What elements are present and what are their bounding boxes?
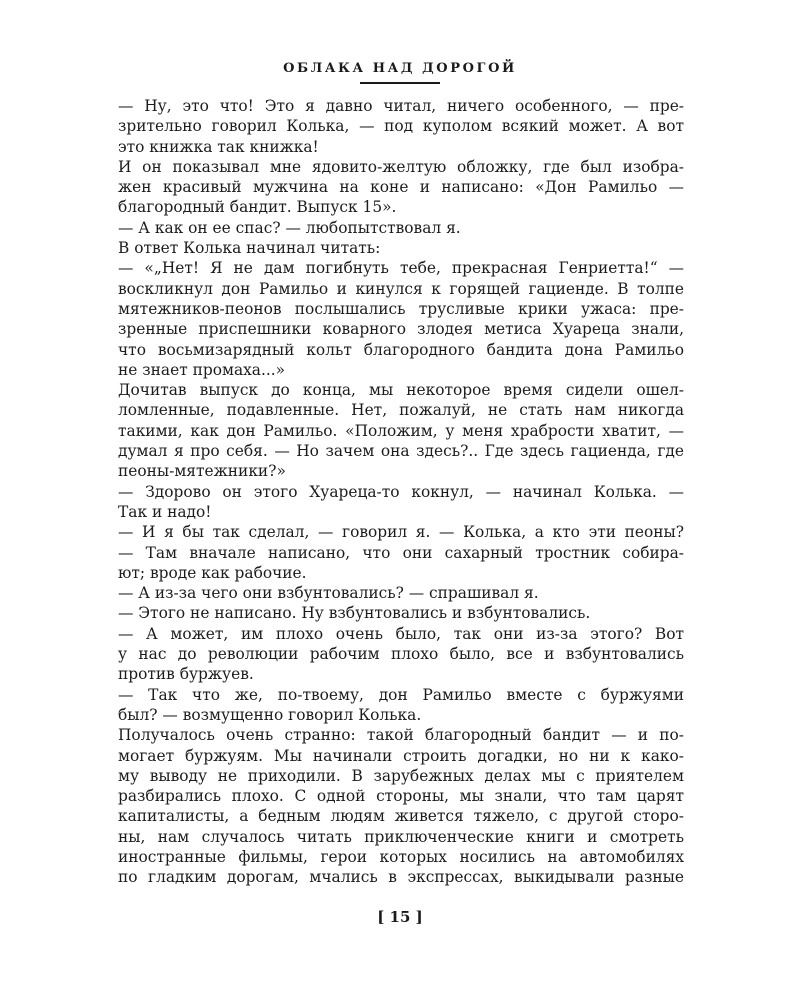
- text-line: — А из-за чего они взбунтовались? — спрашивал я.: [118, 584, 539, 603]
- text-line: И он показывал мне ядовито-желтую обложку, где был изобра-: [118, 157, 684, 176]
- text-line: В ответ Колька начинал читать:: [118, 239, 381, 258]
- text-line: — Так что же, по-твоему, дон Рамильо вместе с буржуями: [118, 685, 684, 704]
- text-line: — И я бы так сделал, — говорил я. — Колька, а кто эти пеоны?: [118, 523, 684, 542]
- text-line: думал я про себя. — Но зачем она здесь?.. Где здесь гациенда, где: [118, 442, 684, 461]
- text-line: такими, как дон Рамильо. «Положим, у меня храбрости хватит, —: [118, 421, 684, 440]
- text-line: — Здорово он этого Хуареца-то кокнул, — начинал Колька. —: [118, 482, 684, 501]
- text-line: зренные приспешники коварного злодея метиса Хуареца знали,: [118, 320, 684, 339]
- text-line: — А может, им плохо очень было, так они из-за этого? Вот: [118, 624, 684, 643]
- text-line: Дочитав выпуск до конца, мы некоторое время сидели ошел-: [118, 381, 684, 400]
- text-line: — А как он ее спас? — любопытствовал я.: [118, 218, 461, 237]
- text-line: Так и надо!: [118, 502, 212, 521]
- text-line: против буржуев.: [118, 665, 254, 684]
- text-line: ломленные, подавленные. Нет, пожалуй, не стать нам никогда: [118, 401, 684, 420]
- page-number: [ 15 ]: [377, 908, 423, 926]
- text-line: что восьмизарядный кольт благородного бандита дона Рамильо: [118, 340, 684, 359]
- text-line: это книжка так книжка!: [118, 137, 319, 156]
- text-line: ют; вроде как рабочие.: [118, 563, 307, 582]
- text-line: разбирались плохо. С одной стороны, мы знали, что там царят: [118, 787, 684, 806]
- running-head-title: ОБЛАКА НАД ДОРОГОЙ: [283, 61, 517, 76]
- text-line: пеоны-мятежники?»: [118, 462, 286, 481]
- text-line: капиталисты, а бедным людям живется тяжело, с другой сторо-: [118, 807, 684, 826]
- text-line: у нас до революции рабочим плохо было, все и взбунтовались: [118, 645, 684, 664]
- text-line: был? — возмущенно говорил Колька.: [118, 705, 422, 724]
- text-line: иностранные фильмы, герои которых носились на автомобилях: [118, 847, 684, 866]
- text-line: могает буржуям. Мы начинали строить догадки, но ни к како-: [118, 746, 684, 765]
- text-line: зрительно говорил Колька, — под куполом всякий может. А вот: [118, 117, 684, 136]
- text-line: — Этого не написано. Ну взбунтовались и взбунтовались.: [118, 604, 591, 623]
- text-line: — Там вначале написано, что они сахарный тростник собира-: [118, 543, 684, 562]
- text-line: жен красивый мужчина на коне и написано: «Дон Рамильо —: [118, 178, 684, 197]
- text-line: по гладким дорогам, мчались в экспрессах, выкидывали разные: [118, 868, 684, 887]
- text-line: Получалось очень странно: такой благородный бандит — и по-: [118, 726, 684, 745]
- text-line: воскликнул дон Рамильо и кинулся к горящей гациенде. В толпе: [118, 279, 684, 298]
- text-line: не знает промаха...»: [118, 360, 286, 379]
- body-text: [118, 96, 684, 888]
- text-line: — Ну, это что! Это я давно читал, ничего особенного, — пре-: [118, 97, 684, 115]
- text-line: благородный бандит. Выпуск 15».: [118, 198, 397, 217]
- text-line: му выводу не приходили. В зарубежных делах мы с приятелем: [118, 766, 684, 785]
- text-line: мятежников-пеонов послышались трусливые крики ужаса: пре-: [118, 299, 684, 318]
- text-line: ны, нам случалось читать приключенческие книги и смотреть: [118, 827, 684, 846]
- header-rule: [360, 82, 440, 84]
- text-line: — «„Нет! Я не дам погибнуть тебе, прекрасная Генриетта!“ —: [118, 259, 684, 278]
